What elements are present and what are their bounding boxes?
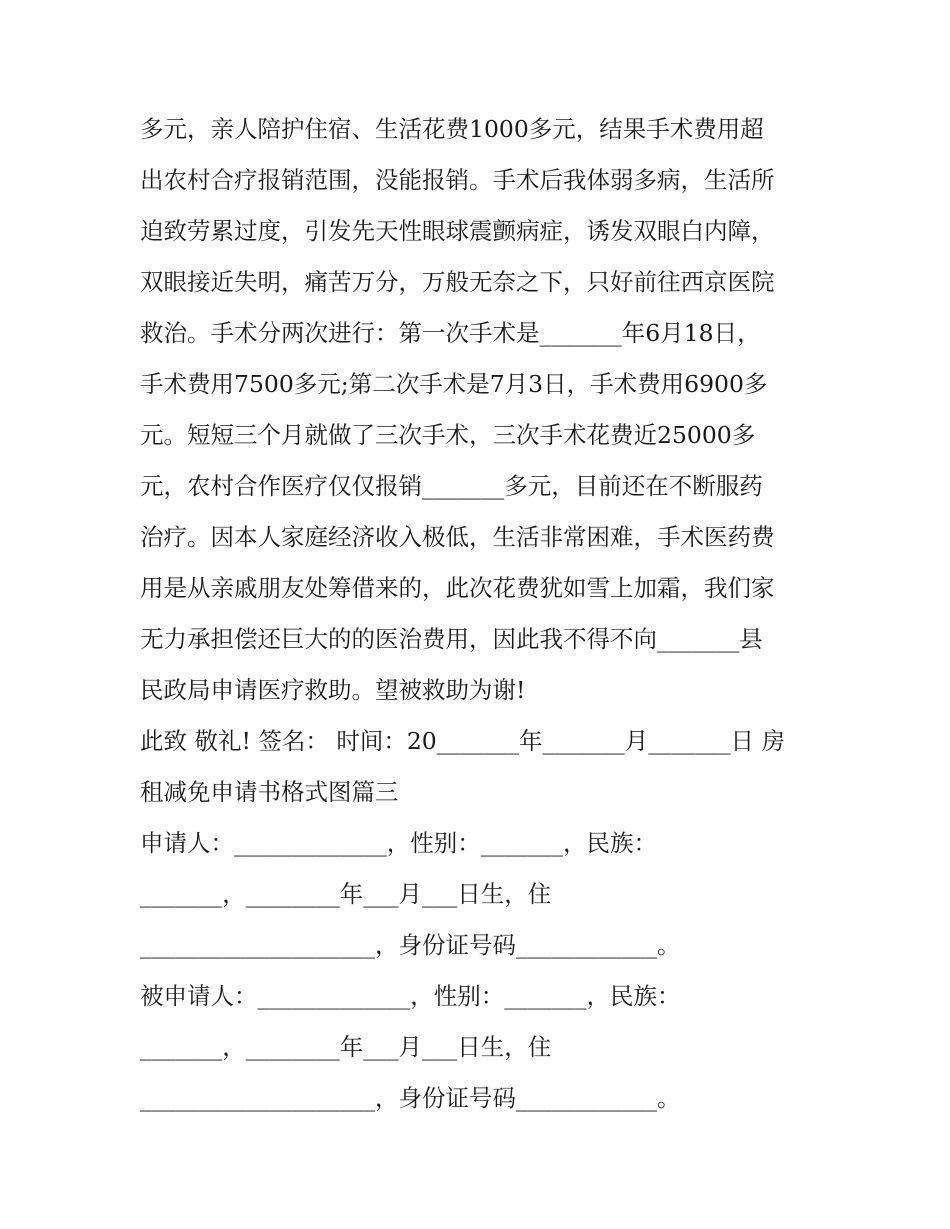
text-line: 迫致劳累过度，引发先天性眼球震颤病症，诱发双眼白内障，	[140, 217, 775, 245]
text-line: 双眼接近失明，痛苦万分，万般无奈之下，只好前往西京医院	[140, 268, 775, 296]
text-line: 手术费用7500多元;第二次手术是7月3日，手术费用6900多	[140, 370, 768, 398]
text-line: 出农村合疗报销范围，没能报销。手术后我体弱多病，生活所	[140, 166, 775, 194]
applicant-line: 申请人：_____________，性别：_______，民族：	[140, 829, 657, 857]
section-title: 租减免申请书格式图篇三	[140, 778, 399, 806]
text-line: 多元，亲人陪护住宿、生活花费1000多元，结果手术费用超	[140, 115, 764, 143]
text-line: 元，农村合作医疗仅仅报销_______多元，目前还在不断服药	[140, 472, 763, 500]
text-line: 治疗。因本人家庭经济收入极低，生活非常困难，手术医药费	[140, 523, 775, 551]
text-line: 无力承担偿还巨大的的医治费用，因此我不得不向_______县	[140, 625, 763, 653]
applicant-id-line: ____________________，身份证号码____________。	[140, 931, 681, 959]
text-line: 民政局申请医疗救助。望被救助为谢!	[140, 676, 526, 704]
respondent-line: 被申请人：_____________，性别：_______，民族：	[140, 982, 681, 1010]
text-line: 元。短短三个月就做了三次手术，三次手术花费近25000多	[140, 421, 756, 449]
applicant-birth-line: _______，________年___月___日生，住	[140, 880, 552, 908]
text-line: 救治。手术分两次进行：第一次手术是_______年6月18日，	[140, 319, 761, 347]
closing-signature-line: 此致 敬礼! 签名： 时间：20_______年_______月_______日 房	[140, 727, 785, 755]
text-line: 用是从亲戚朋友处筹借来的，此次花费犹如雪上加霜，我们家	[140, 574, 775, 602]
respondent-birth-line: _______，________年___月___日生，住	[140, 1033, 552, 1061]
document-body	[140, 104, 830, 1124]
respondent-id-line: ____________________，身份证号码____________。	[140, 1084, 681, 1112]
